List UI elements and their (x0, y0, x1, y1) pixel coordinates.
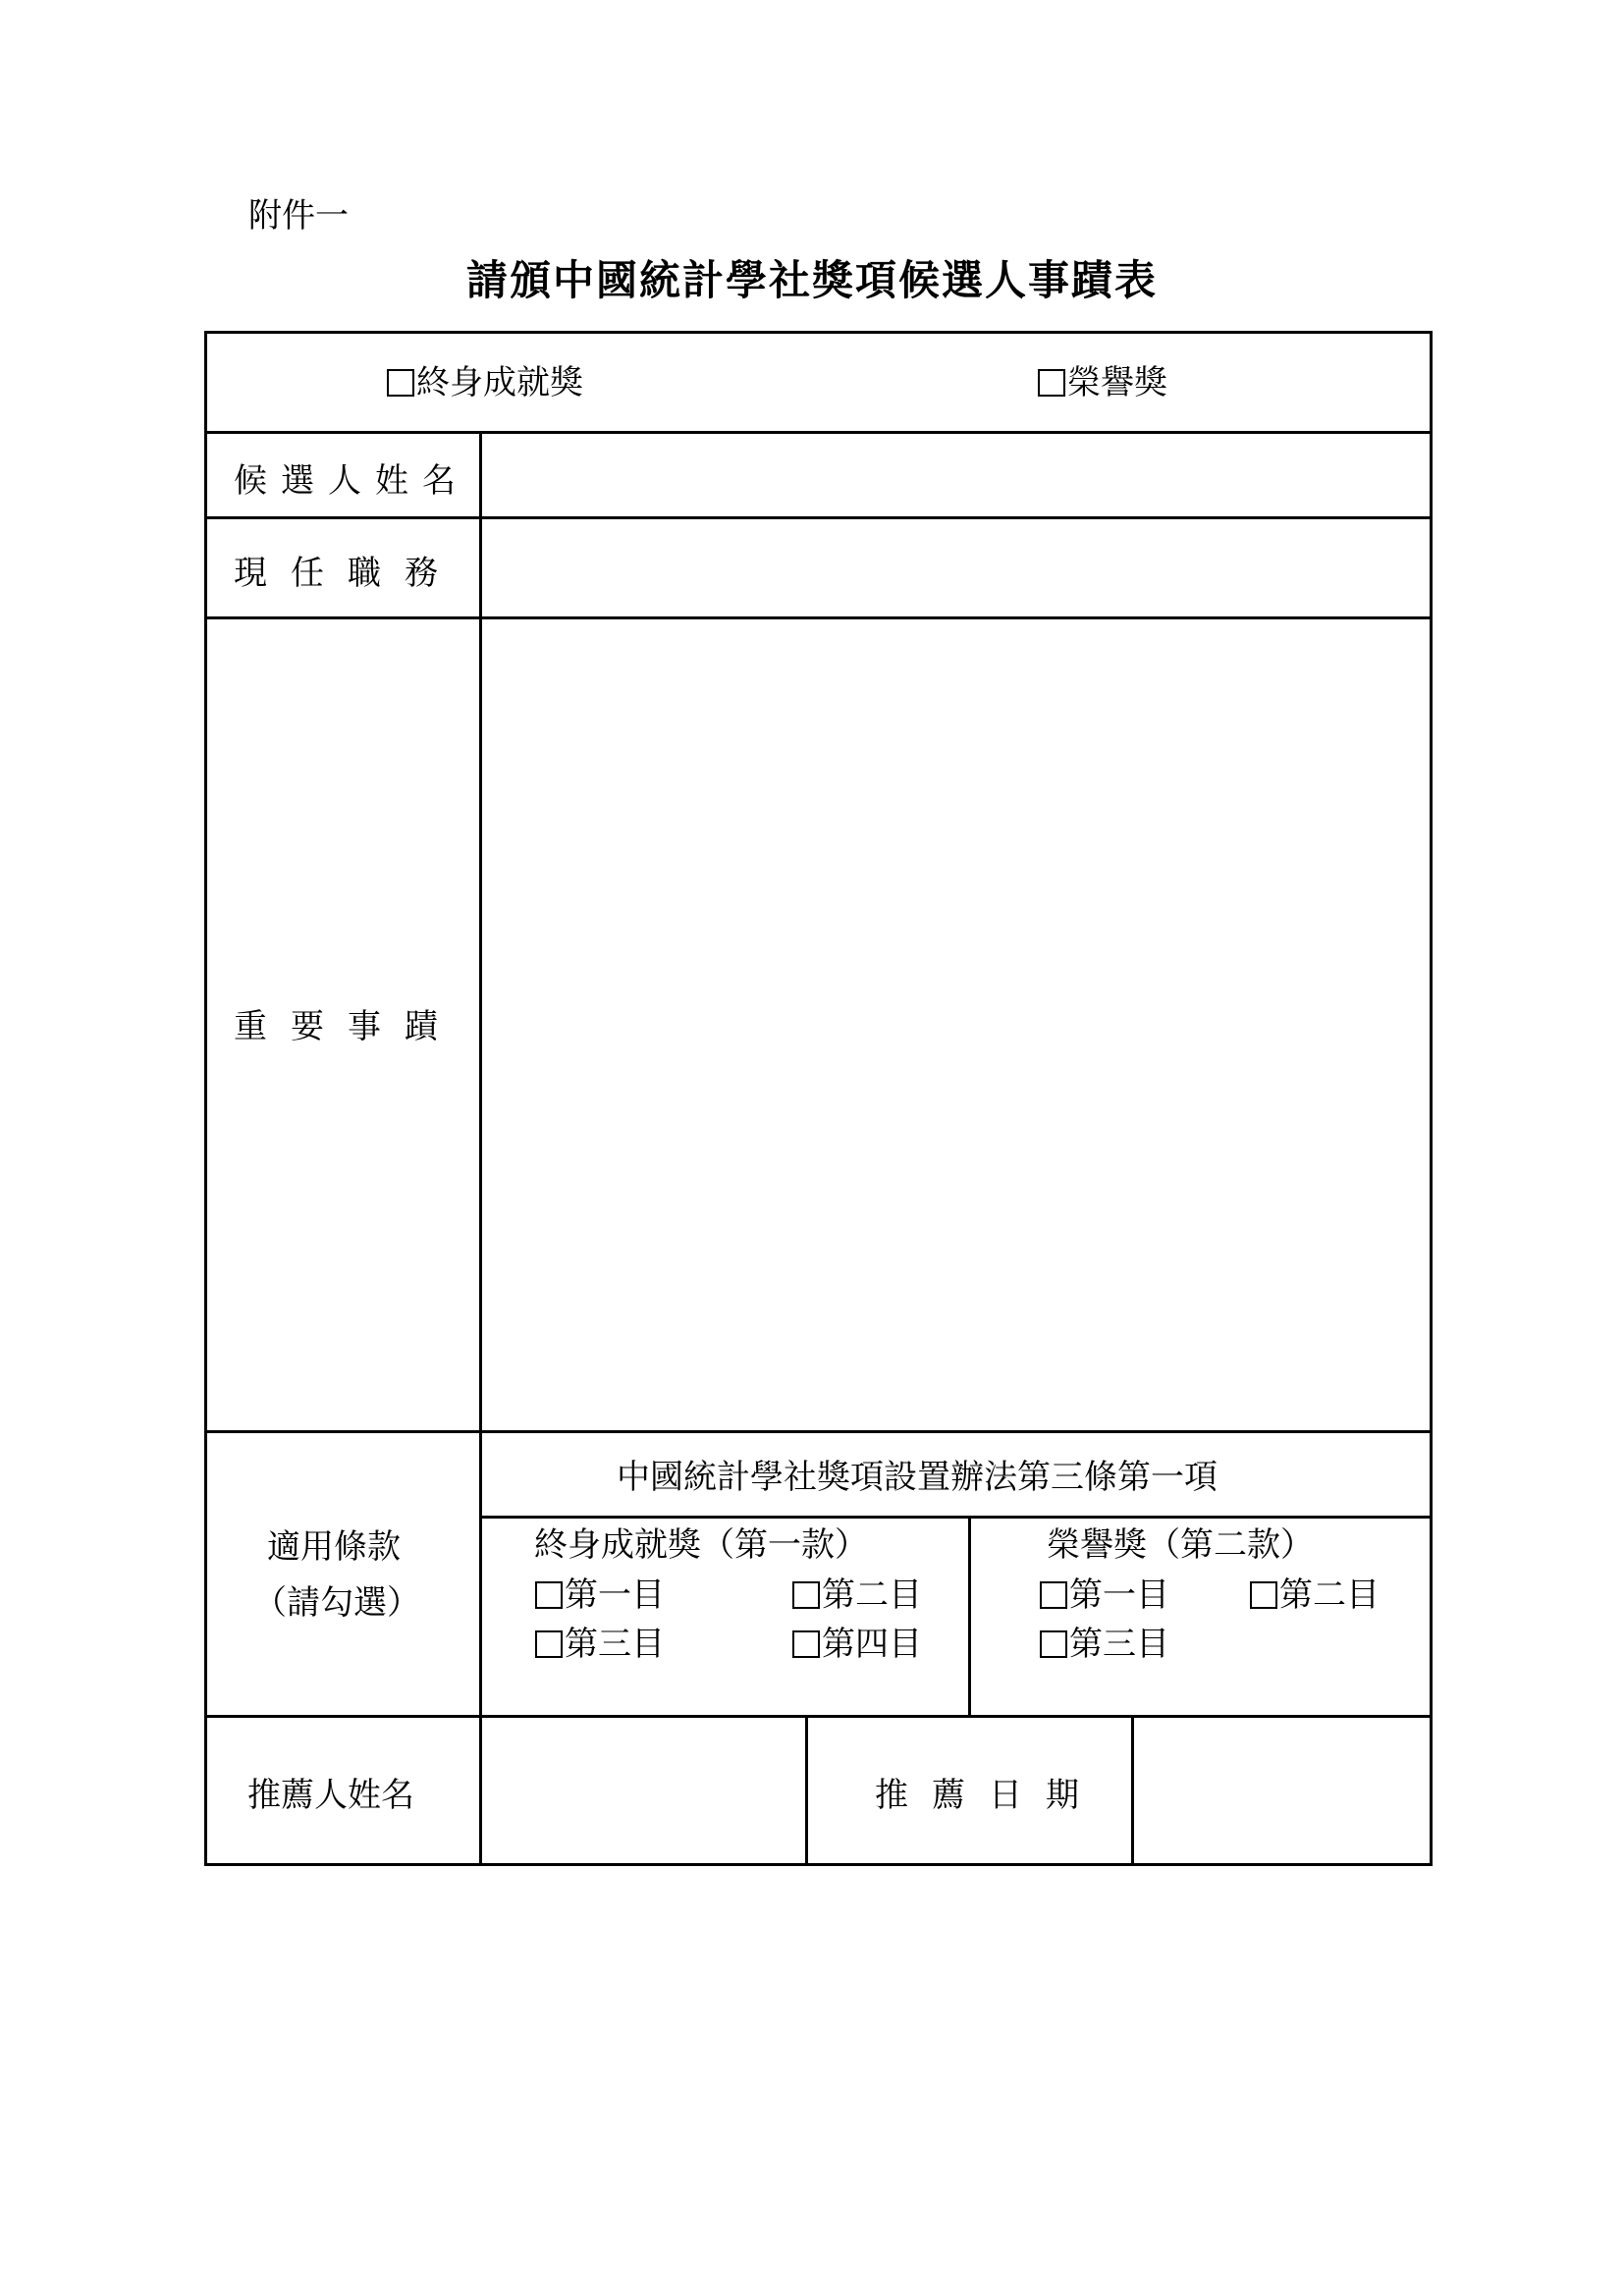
award-lifetime-option[interactable] (387, 359, 583, 406)
achievements-field[interactable] (482, 619, 1430, 1430)
checkbox-icon[interactable] (535, 1581, 563, 1609)
lifetime-group-title: 終身成就獎（第一款） (534, 1525, 868, 1565)
checkbox-icon[interactable] (387, 369, 414, 397)
honor-item-3-label: 第三目 (1069, 1625, 1169, 1664)
lifetime-item-1-option[interactable] (535, 1572, 665, 1619)
applicable-clause-label-line1: 適用條款 (267, 1527, 401, 1567)
nomination-date-field[interactable] (1134, 1718, 1430, 1863)
candidate-name-label: 候選人姓名 (234, 461, 469, 501)
checkbox-icon[interactable] (792, 1630, 820, 1658)
candidate-name-field[interactable] (482, 434, 1430, 516)
lifetime-item-2-option[interactable] (792, 1572, 922, 1619)
checkbox-icon[interactable] (1038, 369, 1065, 397)
nominator-name-label: 推薦人姓名 (247, 1776, 414, 1815)
lifetime-item-4-option[interactable] (792, 1621, 922, 1668)
checkbox-icon[interactable] (1250, 1581, 1277, 1609)
checkbox-icon[interactable] (535, 1630, 563, 1658)
nominator-value-divider (805, 1715, 808, 1866)
form-title: 請頒中國統計學社獎項候選人事蹟表 (465, 256, 1158, 304)
award-honor-option[interactable] (1038, 359, 1167, 406)
row-divider-achievements (204, 1430, 1433, 1433)
achievements-label: 重要事蹟 (234, 1007, 461, 1046)
applicable-clause-label-line2: （請勾選） (253, 1583, 420, 1623)
lifetime-item-4-label: 第四目 (822, 1625, 922, 1664)
checkbox-icon[interactable] (1040, 1630, 1067, 1658)
table-border-top (204, 331, 1433, 334)
honor-item-2-option[interactable] (1250, 1572, 1380, 1619)
lifetime-item-2-label: 第二目 (822, 1575, 922, 1615)
current-position-label: 現任職務 (234, 554, 461, 593)
honor-item-1-label: 第一目 (1069, 1575, 1169, 1615)
attachment-label: 附件一 (248, 196, 349, 236)
table-border-left (204, 331, 207, 1866)
honor-group-title: 榮譽獎（第二款） (1047, 1525, 1314, 1565)
checkbox-icon[interactable] (792, 1581, 820, 1609)
clause-heading-divider (479, 1516, 1433, 1519)
lifetime-item-1-label: 第一目 (565, 1575, 665, 1615)
current-position-field[interactable] (482, 519, 1430, 616)
honor-item-1-option[interactable] (1040, 1572, 1169, 1619)
clause-heading: 中國統計學社獎項設置辦法第三條第一項 (617, 1458, 1218, 1497)
lifetime-item-3-label: 第三目 (565, 1625, 665, 1664)
nomination-date-label: 推薦日期 (875, 1776, 1103, 1815)
table-border-bottom (204, 1863, 1433, 1866)
honor-item-3-option[interactable] (1040, 1621, 1169, 1668)
table-border-right (1430, 331, 1433, 1866)
clause-group-divider (968, 1516, 971, 1718)
lifetime-item-3-option[interactable] (535, 1621, 665, 1668)
checkbox-icon[interactable] (1040, 1581, 1067, 1609)
honor-item-2-label: 第二目 (1279, 1575, 1380, 1615)
award-lifetime-label: 終身成就獎 (416, 363, 583, 402)
nominator-name-field[interactable] (482, 1718, 805, 1863)
award-honor-label: 榮譽獎 (1067, 363, 1167, 402)
